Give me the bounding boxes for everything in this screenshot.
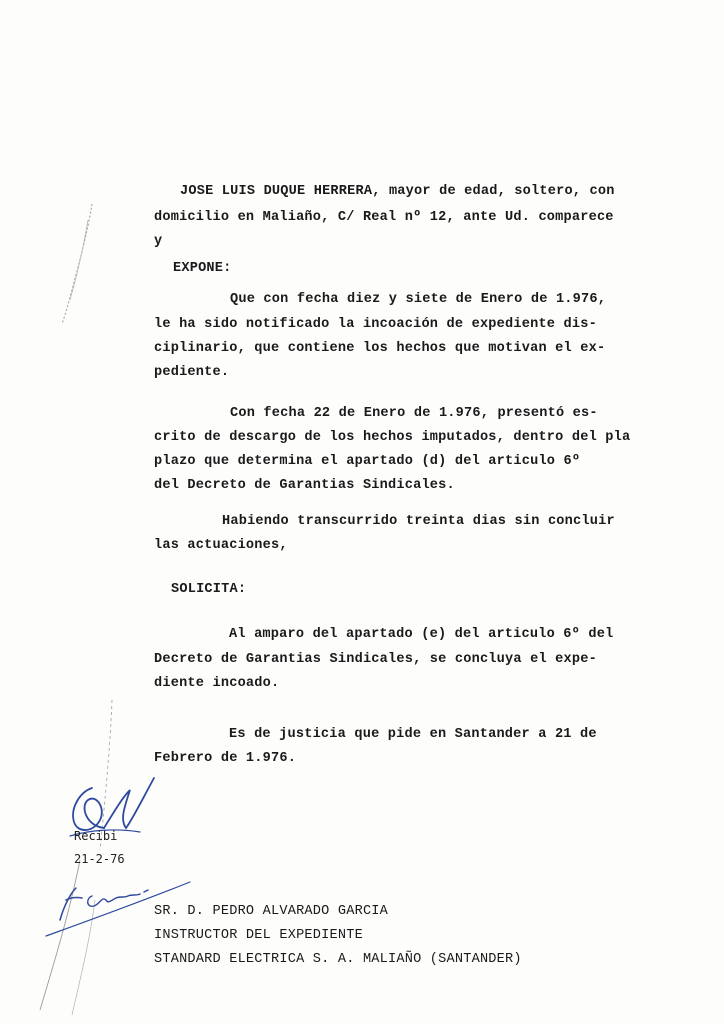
intro-line-3: y [154,234,163,249]
paragraph1-line-4: pediente. [154,365,230,380]
paragraph2-line-1: Con fecha 22 de Enero de 1.976, presentó es- [230,406,598,421]
addressee-line-2: INSTRUCTOR DEL EXPEDIENTE [154,928,363,943]
paragraph1-line-3: ciplinario, que contiene los hechos que motivan el ex- [154,341,606,356]
received-stamp-date: 21-2-76 [74,852,125,866]
intro-line-2: domicilio en Maliaño, C/ Real nº 12, ante Ud. comparece [154,210,614,225]
closing-line-2: Febrero de 1.976. [154,751,297,766]
paragraph1-line-1: Que con fecha diez y siete de Enero de 1.976, [230,292,607,307]
solicita-heading: SOLICITA: [171,582,247,597]
paragraph1-line-2: le ha sido notificado la incoación de expediente dis- [154,317,597,332]
intro-line-1: JOSE LUIS DUQUE HERRERA, mayor de edad, soltero, con [180,184,615,199]
addressee-line-3: STANDARD ELECTRICA S. A. MALIAÑO (SANTANDER) [154,952,522,967]
expone-heading: EXPONE: [173,261,232,276]
paragraph3-line-2: las actuaciones, [154,538,288,553]
paragraph2-line-3: plazo que determina el apartado (d) del articulo 6º [154,454,581,469]
addressee-line-1: SR. D. PEDRO ALVARADO GARCIA [154,904,389,919]
paragraph2-line-2: crito de descargo de los hechos imputados, dentro del pla [154,430,631,445]
paragraph4-line-2: Decreto de Garantias Sindicales, se concluya el expe- [154,652,597,667]
paragraph4-line-1: Al amparo del apartado (e) del articulo 6º del [229,627,614,642]
paragraph4-line-3: diente incoado. [154,676,280,691]
margin-pencil-mark [50,200,100,330]
closing-line-1: Es de justicia que pide en Santander a 21 de [229,727,597,742]
received-stamp-label: Recibi [74,829,118,843]
paragraph3-line-1: Habiendo transcurrido treinta dias sin concluir [222,514,615,529]
paragraph2-line-4: del Decreto de Garantias Sindicales. [154,478,455,493]
